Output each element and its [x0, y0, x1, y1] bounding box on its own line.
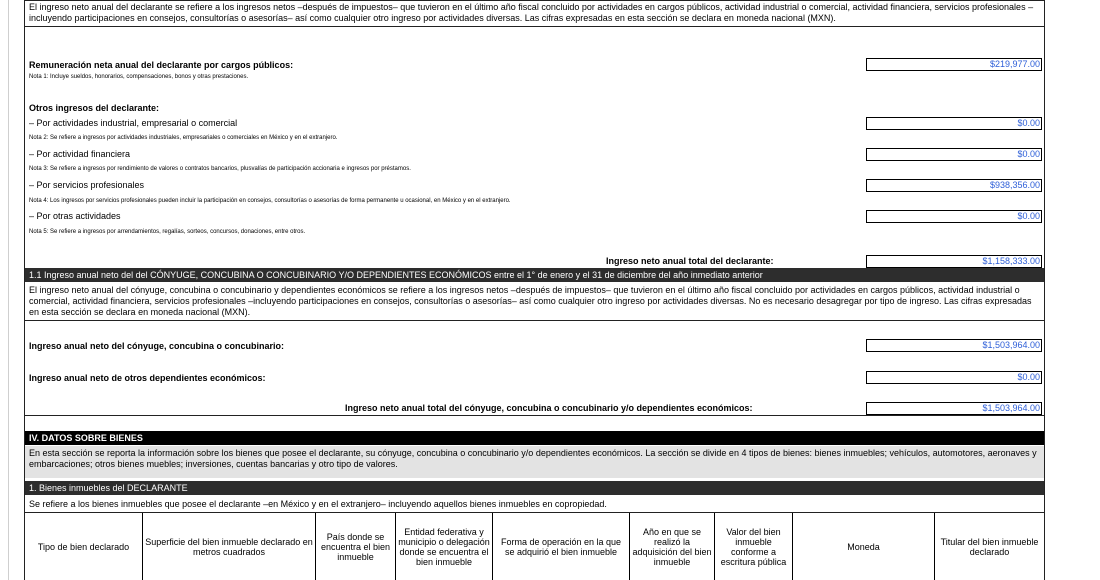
total-conyuge-value: $1,503,964.00	[866, 402, 1042, 415]
otros-financiera-value: $0.00	[866, 148, 1042, 161]
col-superficie	[142, 513, 315, 580]
col-moneda: Moneda	[792, 513, 934, 580]
note-5: Nota 5: Se refiere a ingresos por arrendamientos, regalías, sorteos, concursos, donaciones, entre otros.	[29, 229, 306, 235]
conyuge-intro-text: El ingreso neto anual del cónyuge, concubina o concubinario y dependientes económicos se refiere a los ingresos netos –después de impuestos– que tuvieron en el último año fiscal concluido por actividades en cargos públicos, actividad industrial o comercial, actividad financiera, servicios profesionales –incluyendo participaciones en consejos, consultorías o asesorías– así como cualquier otro ingreso por actividades diversas. No es necesario desagregar por tipo de ingreso. Las cifras expresadas en esta sección se declara en moneda nacional (MXN).	[29, 285, 1032, 317]
otros-financiera-label: – Por actividad financiera	[29, 149, 131, 159]
bienes-section-header: IV. DATOS SOBRE BIENES	[25, 431, 1044, 445]
conyuge-section-header: 1.1 Ingreso anual neto del del CÓNYUGE, CONCUBINA O CONCUBINARIO Y/O DEPENDIENTES ECONÓMICOS entre el 1° de enero y el 31 de diciembre del año inmediato anterior	[25, 268, 1044, 282]
divider	[25, 26, 1044, 27]
note-3: Nota 3: Se refiere a ingresos por rendimiento de valores o contratos bancarios, plusvalías de participación accionaria e ingresos por préstamos.	[29, 166, 411, 172]
col-titular: Titular del bien inmueble declarado	[934, 513, 1044, 580]
remuneracion-value: $219,977.00	[866, 58, 1042, 71]
note-2: Nota 2: Se refiere a ingresos por actividades industriales, empresariales o comerciales en México y en el extranjero.	[29, 135, 338, 141]
page-border-right	[1044, 0, 1045, 580]
window-left-edge	[0, 0, 9, 580]
conyuge-value: $1,503,964.00	[866, 339, 1042, 352]
note-4: Nota 4: Los ingresos por servicios profesionales pueden incluir la participación en consejos, consultorías o asesorías de forma permanente u ocasional, en México y en el extranjero.	[29, 198, 511, 204]
otros-ingresos-title: Otros ingresos del declarante:	[29, 103, 160, 113]
dependientes-value: $0.00	[866, 371, 1042, 384]
col-pais: País donde se encuentra el bien inmueble	[315, 513, 395, 580]
otros-profesionales-label: – Por servicios profesionales	[29, 180, 145, 190]
divider	[25, 415, 1044, 416]
bienes-inmuebles-intro: Se refiere a los bienes inmuebles que posee el declarante –en México y en el extranjero– incluyendo aquellos bienes inmuebles en copropiedad.	[29, 499, 607, 509]
col-forma-operacion: Forma de operación en la que se adquirió el bien inmueble	[492, 513, 629, 580]
total-declarante-label: Ingreso neto anual total del declarante:	[606, 256, 774, 266]
otros-actividades-value: $0.00	[866, 210, 1042, 223]
otros-profesionales-value: $938,356.00	[866, 179, 1042, 192]
col-superficie-label: Superficie del bien inmueble declarado en metros cuadrados	[145, 536, 313, 557]
divider	[25, 320, 1044, 321]
conyuge-label: Ingreso anual neto del cónyuge, concubina o concubinario:	[29, 341, 285, 351]
dependientes-label: Ingreso anual neto de otros dependientes económicos:	[29, 373, 266, 383]
total-declarante-value: $1,158,333.00	[866, 255, 1042, 268]
otros-industrial-label: – Por actividades industrial, empresarial o comercial	[29, 118, 238, 128]
note-1: Nota 1: Incluye sueldos, honorarios, compensaciones, bonos y otras prestaciones.	[29, 74, 249, 80]
bienes-intro-text: En esta sección se reporta la información sobre los bienes que posee el declarante, su cónyuge, concubina o concubinario y/o dependientes económicos. La sección se divide en 4 tipos de bienes: bienes inmuebles; vehículos, automotores, aeronaves y embarcaciones; otros bienes muebles; inversiones, cuentas bancarias y otro tipo de valores.	[25, 446, 1044, 478]
remuneracion-label: Remuneración neta anual del declarante por cargos públicos:	[29, 60, 294, 70]
income-intro-text: El ingreso neto anual del declarante se refiere a los ingresos netos –después de impuestos– que tuvieron en el último año fiscal concluido por actividades en cargos públicos, actividad industrial o comercial, actividad financiera, servicios profesionales –incluyendo participaciones en consejos, consultorías o asesorías– así como cualquier otro ingreso por actividades diversas. Las cifras expresadas en esta sección se declara en moneda nacional (MXN).	[29, 2, 1034, 23]
otros-actividades-label: – Por otras actividades	[29, 211, 121, 221]
bienes-table-header	[25, 513, 1044, 580]
col-entidad: Entidad federativa y municipio o delegación donde se encuentra el bien inmueble	[395, 513, 492, 580]
col-tipo-bien: Tipo de bien declarado	[37, 541, 130, 552]
total-conyuge-label: Ingreso neto anual total del cónyuge, concubina o concubinario y/o dependientes económicos:	[345, 403, 753, 413]
col-valor: Valor del bien inmueble conforme a escritura pública	[714, 513, 792, 580]
col-anio: Año en que se realizó la adquisición del bien inmueble	[629, 513, 714, 580]
bienes-inmuebles-header: 1. Bienes inmuebles del DECLARANTE	[25, 481, 1044, 495]
otros-industrial-value: $0.00	[866, 117, 1042, 130]
page-border-top	[24, 0, 1045, 1]
